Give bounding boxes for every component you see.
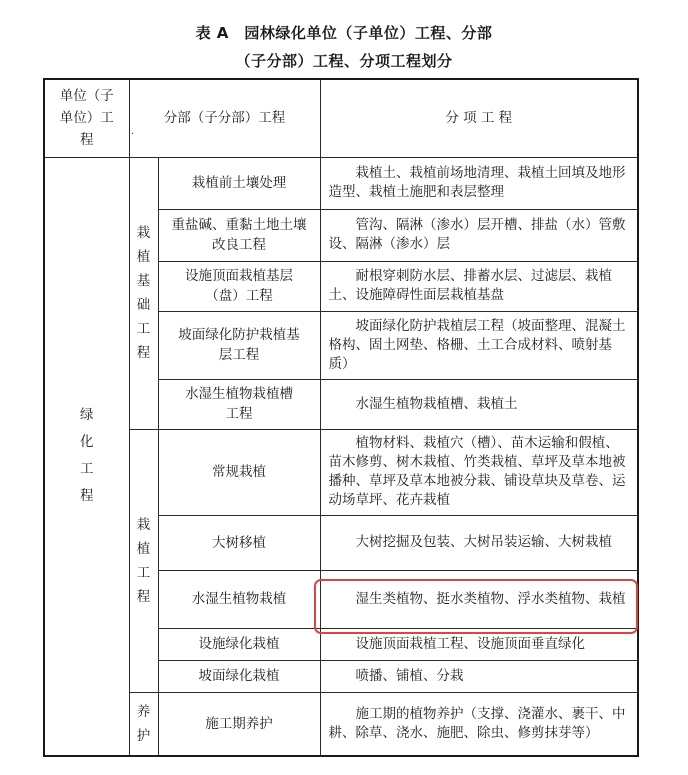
group-name-cell: 养护	[129, 692, 158, 756]
item-cell: 耐根穿刺防水层、排蓄水层、过滤层、栽植土、设施障碍性面层栽植基盘	[320, 261, 638, 311]
table-row	[44, 692, 638, 756]
sub-division-cell: 大树移植	[158, 515, 320, 570]
item-cell: 喷播、铺植、分栽	[320, 660, 638, 692]
sub-division-cell: 常规栽植	[158, 429, 320, 515]
stray-mark: .	[131, 126, 135, 137]
sub-division-cell: 重盐碱、重黏土地土壤改良工程	[158, 209, 320, 261]
sub-division-cell: 设施绿化栽植	[158, 628, 320, 660]
sub-division-cell: 设施顶面栽植基层（盘）工程	[158, 261, 320, 311]
item-cell: 管沟、隔淋（渗水）层开槽、排盐（水）管敷设、隔淋（渗水）层	[320, 209, 638, 261]
item-cell: 大树挖掘及包装、大树吊装运输、大树栽植	[320, 515, 638, 570]
table-title-line-1: 表 A 园林绿化单位（子单位）工程、分部	[195, 24, 493, 42]
header-division: 分部（子分部）工程	[129, 79, 320, 157]
item-cell: 坡面绿化防护栽植层工程（坡面整理、混凝土格构、固土网垫、格栅、土工合成材料、喷射基质）	[320, 311, 638, 379]
table-row	[44, 157, 638, 209]
item-cell: 湿生类植物、挺水类植物、浮水类植物、栽植	[320, 570, 638, 628]
item-cell: 植物材料、栽植穴（槽）、苗木运输和假植、苗木修剪、树木栽植、竹类栽植、草坪及草本地被播种、草坪及草本地被分栽、铺设草块及草卷、运动场草坪、花卉栽植	[320, 429, 638, 515]
sub-division-cell: 施工期养护	[158, 692, 320, 756]
header-item: 分 项 工 程	[320, 79, 638, 157]
table-row	[44, 429, 638, 515]
item-cell: 设施顶面栽植工程、设施顶面垂直绿化	[320, 628, 638, 660]
sub-division-cell: 水湿生植物栽植	[158, 570, 320, 628]
item-cell: 水湿生植物栽植槽、栽植土	[320, 379, 638, 429]
item-cell: 施工期的植物养护（支撑、浇灌水、裹干、中耕、除草、浇水、施肥、除虫、修剪抹芽等）	[320, 692, 638, 756]
group-name-cell: 栽植基础工程	[129, 157, 158, 429]
sub-division-cell: 坡面绿化防护栽植基层工程	[158, 311, 320, 379]
header-row	[44, 79, 638, 157]
unit-project-cell: 绿化工程	[44, 157, 129, 756]
sub-division-cell: 水湿生植物栽植槽工程	[158, 379, 320, 429]
sub-division-cell: 栽植前土壤处理	[158, 157, 320, 209]
table-title-line-2: （子分部）工程、分项工程划分	[235, 52, 453, 70]
header-unit: 单位（子单位）工程	[44, 79, 129, 157]
sub-division-cell: 坡面绿化栽植	[158, 660, 320, 692]
division-table	[43, 78, 639, 757]
item-cell: 栽植土、栽植前场地清理、栽植土回填及地形造型、栽植土施肥和表层整理	[320, 157, 638, 209]
group-name-cell: 栽植工程	[129, 429, 158, 692]
